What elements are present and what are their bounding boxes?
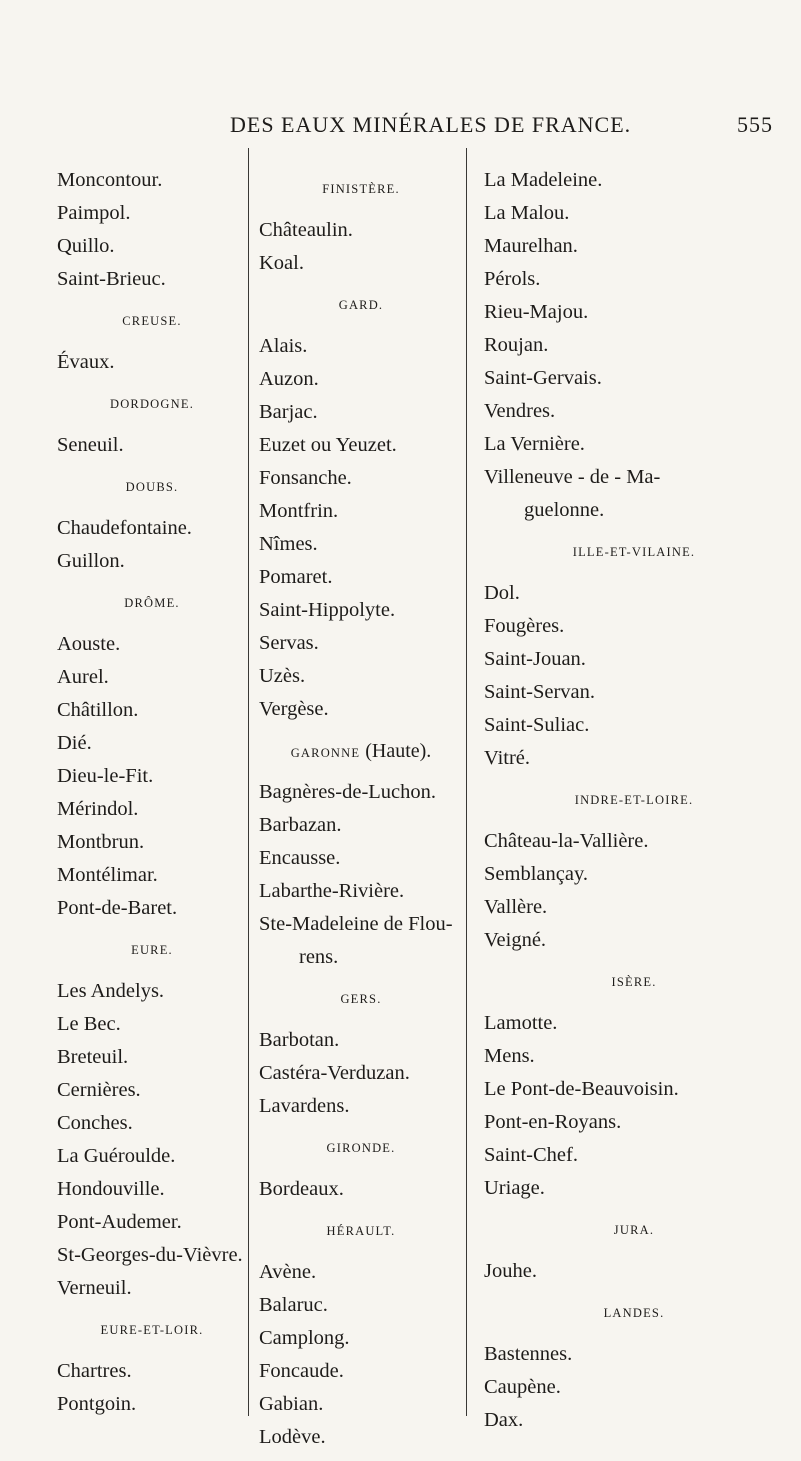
spring-name: Vendres.	[484, 400, 556, 422]
department-heading	[484, 1294, 784, 1332]
spring-name: Le Pont-de-Beauvoisin.	[484, 1078, 679, 1100]
spring-name: Lodève.	[259, 1426, 326, 1448]
spring-name: Évaux.	[57, 351, 115, 373]
spring-name: Fougères.	[484, 615, 565, 637]
spring-name: Mérindol.	[57, 798, 139, 820]
department-heading	[259, 1212, 463, 1250]
spring-name: Avène.	[259, 1261, 317, 1283]
department-name: FINISTÈRE.	[322, 182, 400, 196]
spring-name: Saint-Servan.	[484, 681, 596, 703]
spring-name: Vergèse.	[259, 698, 329, 720]
department-name: DORDOGNE.	[109, 397, 195, 411]
spring-name: Pont-en-Royans.	[484, 1111, 622, 1133]
spring-name: Veigné.	[484, 929, 547, 951]
department-heading	[259, 732, 463, 770]
spring-name: Breteuil.	[57, 1046, 129, 1068]
spring-name: Saint-Jouan.	[484, 648, 586, 670]
department-name: ILLE-ET-VILAINE.	[572, 545, 696, 559]
department-name: CREUSE.	[122, 314, 182, 328]
spring-name: Guillon.	[57, 550, 125, 572]
spring-name: Châtillon.	[57, 699, 139, 721]
department-heading	[259, 286, 463, 324]
spring-name: Pont-de-Baret.	[57, 897, 178, 919]
spring-name: Pontgoin.	[57, 1393, 137, 1415]
spring-name: Quillo.	[57, 235, 115, 257]
spring-name: Alais.	[259, 335, 308, 357]
spring-name: Labarthe-Rivière.	[259, 880, 405, 902]
spring-name: La Malou.	[484, 202, 570, 224]
spring-name: Caupène.	[484, 1376, 561, 1398]
spring-name: Chaudefontaine.	[57, 517, 192, 539]
department-name: INDRE-ET-LOIRE.	[574, 793, 694, 807]
spring-name: Cernières.	[57, 1079, 141, 1101]
department-heading	[57, 931, 247, 969]
spring-name: Verneuil.	[57, 1277, 132, 1299]
department-name: JURA.	[613, 1223, 655, 1237]
spring-name: Foncaude.	[259, 1360, 344, 1382]
spring-name: La Madeleine.	[484, 169, 603, 191]
spring-name: Saint-Gervais.	[484, 367, 602, 389]
spring-name: Saint-Suliac.	[484, 714, 590, 736]
spring-name: Saint-Hippolyte.	[259, 599, 396, 621]
department-name: DRÔME.	[124, 596, 180, 610]
department-name: LANDES.	[603, 1306, 665, 1320]
spring-name: Barbotan.	[259, 1029, 340, 1051]
spring-name: Aurel.	[57, 666, 109, 688]
column-2	[259, 164, 463, 1454]
department-name: ISÈRE.	[611, 975, 657, 989]
page-header	[0, 112, 801, 142]
department-heading	[57, 584, 247, 622]
department-heading	[484, 533, 784, 571]
spring-name: La Vernière.	[484, 433, 585, 455]
spring-name: Roujan.	[484, 334, 549, 356]
department-name: DOUBS.	[125, 480, 179, 494]
page-number: 555	[737, 112, 773, 137]
department-heading	[57, 302, 247, 340]
spring-name: Saint-Chef.	[484, 1144, 578, 1166]
running-title: DES EAUX MINÉRALES DE FRANCE.	[230, 112, 632, 137]
spring-name: Montbrun.	[57, 831, 145, 853]
department-heading	[259, 980, 463, 1018]
spring-name: Château-la-Vallière.	[484, 830, 649, 852]
spring-name: Le Bec.	[57, 1013, 121, 1035]
column-rule-left	[248, 148, 249, 1416]
spring-name: Camplong.	[259, 1327, 350, 1349]
spring-name: Maurelhan.	[484, 235, 578, 257]
spring-name: St-Georges-du-Vièvre.	[57, 1244, 243, 1266]
department-heading	[259, 1129, 463, 1167]
spring-name: Dax.	[484, 1409, 524, 1431]
spring-name: Euzet ou Yeuzet.	[259, 434, 397, 456]
spring-name: Bagnères-de-Luchon.	[259, 781, 437, 803]
department-heading	[484, 1211, 784, 1249]
spring-name: Montfrin.	[259, 500, 339, 522]
spring-name: Aouste.	[57, 633, 121, 655]
spring-name: Dié.	[57, 732, 92, 754]
column-rule-right	[466, 148, 467, 1416]
spring-name: Uzès.	[259, 665, 306, 687]
department-heading	[484, 963, 784, 1001]
spring-name: Lamotte.	[484, 1012, 558, 1034]
spring-name: Pomaret.	[259, 566, 333, 588]
spring-name: Encausse.	[259, 847, 341, 869]
spring-name: Fonsanche.	[259, 467, 352, 489]
department-name: EURE.	[131, 943, 173, 957]
department-qualifier: (Haute).	[360, 740, 432, 762]
spring-name: Vitré.	[484, 747, 531, 769]
spring-name: Ste-Madeleine de Flou-	[259, 913, 453, 935]
department-name: EURE-ET-LOIR.	[100, 1323, 204, 1337]
spring-name: Semblançay.	[484, 863, 588, 885]
spring-name: Pérols.	[484, 268, 541, 290]
spring-name: Bastennes.	[484, 1343, 573, 1365]
spring-name: Jouhe.	[484, 1260, 537, 1282]
spring-name: Rieu-Majou.	[484, 301, 589, 323]
spring-name: Châteaulin.	[259, 219, 353, 241]
spring-name: Hondouville.	[57, 1178, 165, 1200]
spring-name: Gabian.	[259, 1393, 324, 1415]
spring-name: Montélimar.	[57, 864, 158, 886]
spring-name: Moncontour.	[57, 169, 163, 191]
column-1	[57, 164, 247, 1421]
spring-name-continuation: rens.	[299, 946, 339, 968]
spring-name: Dieu-le-Fit.	[57, 765, 154, 787]
spring-name: Vallère.	[484, 896, 548, 918]
spring-name: Uriage.	[484, 1177, 545, 1199]
spring-name: Villeneuve - de - Ma-	[484, 466, 661, 488]
spring-name: Balaruc.	[259, 1294, 328, 1316]
spring-name: Castéra-Verduzan.	[259, 1062, 410, 1084]
department-name: GIRONDE.	[326, 1141, 396, 1155]
spring-name: Chartres.	[57, 1360, 132, 1382]
department-name: GARONNE	[290, 746, 361, 760]
spring-name: Koal.	[259, 252, 304, 274]
department-heading	[484, 781, 784, 819]
department-name: HÉRAULT.	[326, 1224, 396, 1238]
spring-name: Barbazan.	[259, 814, 342, 836]
spring-name: Bordeaux.	[259, 1178, 344, 1200]
spring-name: Dol.	[484, 582, 520, 604]
spring-name: Auzon.	[259, 368, 319, 390]
spring-name: Saint-Brieuc.	[57, 268, 166, 290]
spring-name: Barjac.	[259, 401, 318, 423]
spring-name: Paimpol.	[57, 202, 131, 224]
column-3	[484, 164, 784, 1437]
spring-name: Les Andelys.	[57, 980, 165, 1002]
spring-name-continuation: guelonne.	[524, 499, 605, 521]
spring-name: Seneuil.	[57, 434, 124, 456]
spring-name: Mens.	[484, 1045, 535, 1067]
department-heading	[57, 385, 247, 423]
department-name: GERS.	[340, 992, 382, 1006]
spring-name: Nîmes.	[259, 533, 318, 555]
spring-name: Pont-Audemer.	[57, 1211, 182, 1233]
department-name: GARD.	[338, 298, 384, 312]
spring-name: La Guéroulde.	[57, 1145, 176, 1167]
department-heading	[57, 1311, 247, 1349]
spring-name: Conches.	[57, 1112, 133, 1134]
spring-name: Servas.	[259, 632, 319, 654]
department-heading	[259, 170, 463, 208]
spring-name: Lavardens.	[259, 1095, 350, 1117]
department-heading	[57, 468, 247, 506]
